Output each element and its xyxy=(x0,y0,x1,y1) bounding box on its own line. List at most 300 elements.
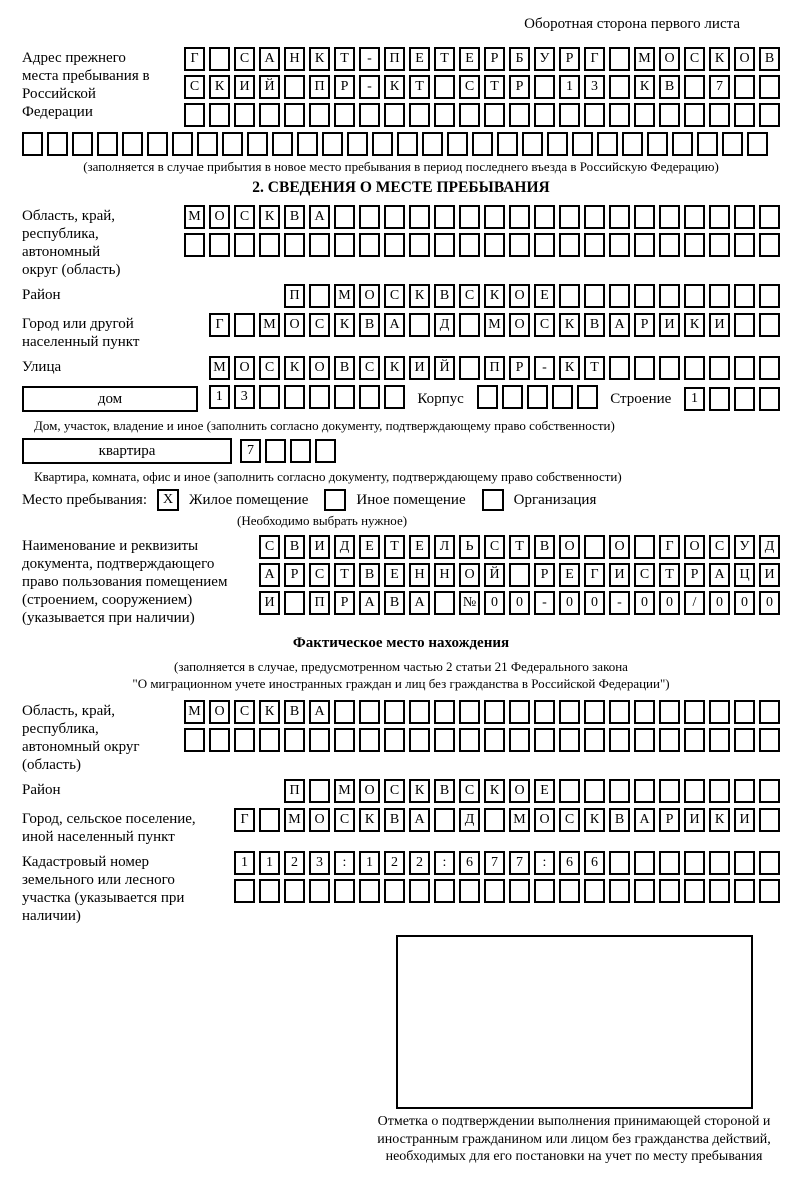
char-cell[interactable]: С xyxy=(234,700,255,724)
char-cell[interactable] xyxy=(359,879,380,903)
char-cell[interactable]: 6 xyxy=(559,851,580,875)
char-cell[interactable] xyxy=(597,132,618,156)
char-cell[interactable]: Т xyxy=(334,47,355,71)
char-cell[interactable]: О xyxy=(609,535,630,559)
char-cell[interactable] xyxy=(247,132,268,156)
char-cell[interactable]: К xyxy=(209,75,230,99)
char-cell[interactable] xyxy=(759,700,780,724)
char-cell[interactable] xyxy=(359,728,380,752)
char-cell[interactable]: Т xyxy=(659,563,680,587)
char-cell[interactable]: - xyxy=(534,591,555,615)
char-cell[interactable]: К xyxy=(584,808,605,832)
char-cell[interactable] xyxy=(384,385,405,409)
char-cell[interactable]: К xyxy=(709,808,730,832)
char-cell[interactable] xyxy=(634,535,655,559)
char-cell[interactable]: С xyxy=(234,205,255,229)
char-cell[interactable] xyxy=(222,132,243,156)
char-cell[interactable] xyxy=(447,132,468,156)
char-cell[interactable] xyxy=(384,233,405,257)
char-cell[interactable]: К xyxy=(559,313,580,337)
char-cell[interactable]: : xyxy=(434,851,455,875)
char-cell[interactable] xyxy=(459,313,480,337)
char-cell[interactable] xyxy=(209,103,230,127)
char-cell[interactable]: Е xyxy=(409,535,430,559)
char-cell[interactable]: Д xyxy=(459,808,480,832)
char-cell[interactable] xyxy=(234,103,255,127)
char-cell[interactable] xyxy=(697,132,718,156)
char-cell[interactable] xyxy=(284,728,305,752)
char-cell[interactable] xyxy=(559,728,580,752)
char-cell[interactable]: Р xyxy=(559,47,580,71)
char-cell[interactable] xyxy=(684,75,705,99)
char-cell[interactable]: О xyxy=(359,779,380,803)
char-cell[interactable]: М xyxy=(184,205,205,229)
char-cell[interactable]: 0 xyxy=(709,591,730,615)
char-cell[interactable] xyxy=(484,808,505,832)
char-cell[interactable]: О xyxy=(509,313,530,337)
char-cell[interactable]: О xyxy=(734,47,755,71)
char-cell[interactable]: С xyxy=(309,313,330,337)
char-cell[interactable]: С xyxy=(384,779,405,803)
char-cell[interactable]: В xyxy=(434,779,455,803)
char-cell[interactable]: Т xyxy=(409,75,430,99)
char-cell[interactable]: 0 xyxy=(584,591,605,615)
char-cell[interactable]: К xyxy=(359,808,380,832)
char-cell[interactable]: 1 xyxy=(359,851,380,875)
char-cell[interactable] xyxy=(209,233,230,257)
char-cell[interactable]: А xyxy=(634,808,655,832)
char-cell[interactable] xyxy=(609,284,630,308)
char-cell[interactable] xyxy=(359,233,380,257)
char-cell[interactable] xyxy=(684,700,705,724)
char-cell[interactable] xyxy=(634,851,655,875)
char-cell[interactable]: О xyxy=(534,808,555,832)
char-cell[interactable]: М xyxy=(634,47,655,71)
char-cell[interactable] xyxy=(509,205,530,229)
char-cell[interactable]: И xyxy=(309,535,330,559)
char-cell[interactable] xyxy=(347,132,368,156)
char-cell[interactable]: К xyxy=(559,356,580,380)
char-cell[interactable] xyxy=(734,284,755,308)
char-cell[interactable]: А xyxy=(384,313,405,337)
char-cell[interactable]: И xyxy=(759,563,780,587)
char-cell[interactable]: В xyxy=(609,808,630,832)
char-cell[interactable] xyxy=(684,103,705,127)
char-cell[interactable] xyxy=(284,75,305,99)
char-cell[interactable]: О xyxy=(209,700,230,724)
char-cell[interactable] xyxy=(722,132,743,156)
char-cell[interactable]: О xyxy=(359,284,380,308)
char-cell[interactable] xyxy=(284,233,305,257)
char-cell[interactable] xyxy=(459,700,480,724)
char-cell[interactable] xyxy=(684,851,705,875)
char-cell[interactable]: К xyxy=(684,313,705,337)
char-cell[interactable] xyxy=(634,779,655,803)
char-cell[interactable]: И xyxy=(409,356,430,380)
char-cell[interactable]: Р xyxy=(509,356,530,380)
char-cell[interactable]: С xyxy=(459,75,480,99)
char-cell[interactable]: И xyxy=(609,563,630,587)
char-cell[interactable] xyxy=(509,563,530,587)
char-cell[interactable] xyxy=(72,132,93,156)
char-cell[interactable] xyxy=(709,233,730,257)
char-cell[interactable]: Е xyxy=(534,779,555,803)
char-cell[interactable]: И xyxy=(684,808,705,832)
char-cell[interactable] xyxy=(384,103,405,127)
char-cell[interactable] xyxy=(309,103,330,127)
char-cell[interactable] xyxy=(609,700,630,724)
char-cell[interactable] xyxy=(472,132,493,156)
char-cell[interactable]: Е xyxy=(534,284,555,308)
char-cell[interactable]: К xyxy=(259,205,280,229)
char-cell[interactable] xyxy=(334,233,355,257)
char-cell[interactable] xyxy=(509,233,530,257)
char-cell[interactable] xyxy=(522,132,543,156)
char-cell[interactable] xyxy=(609,205,630,229)
char-cell[interactable] xyxy=(759,728,780,752)
char-cell[interactable] xyxy=(290,439,311,463)
char-cell[interactable] xyxy=(709,205,730,229)
char-cell[interactable]: А xyxy=(309,700,330,724)
char-cell[interactable]: А xyxy=(359,591,380,615)
char-cell[interactable] xyxy=(559,233,580,257)
char-cell[interactable]: Г xyxy=(234,808,255,832)
char-cell[interactable] xyxy=(484,728,505,752)
char-cell[interactable]: В xyxy=(659,75,680,99)
char-cell[interactable] xyxy=(559,103,580,127)
char-cell[interactable] xyxy=(709,387,730,411)
char-cell[interactable] xyxy=(709,700,730,724)
char-cell[interactable]: У xyxy=(534,47,555,71)
char-cell[interactable] xyxy=(209,728,230,752)
char-cell[interactable] xyxy=(659,700,680,724)
char-cell[interactable]: С xyxy=(259,535,280,559)
char-cell[interactable]: 7 xyxy=(709,75,730,99)
char-cell[interactable]: Г xyxy=(584,47,605,71)
char-cell[interactable] xyxy=(409,700,430,724)
char-cell[interactable]: И xyxy=(234,75,255,99)
char-cell[interactable] xyxy=(584,879,605,903)
char-cell[interactable] xyxy=(584,205,605,229)
char-cell[interactable] xyxy=(259,808,280,832)
char-cell[interactable] xyxy=(609,47,630,71)
char-cell[interactable] xyxy=(509,728,530,752)
char-cell[interactable] xyxy=(259,103,280,127)
char-cell[interactable] xyxy=(759,356,780,380)
stay-option-other[interactable] xyxy=(314,489,465,511)
char-cell[interactable]: М xyxy=(334,779,355,803)
char-cell[interactable] xyxy=(659,356,680,380)
char-cell[interactable] xyxy=(434,103,455,127)
char-cell[interactable]: Р xyxy=(534,563,555,587)
char-cell[interactable]: В xyxy=(359,313,380,337)
char-cell[interactable] xyxy=(184,233,205,257)
char-cell[interactable] xyxy=(315,439,336,463)
char-cell[interactable] xyxy=(184,103,205,127)
char-cell[interactable] xyxy=(22,132,43,156)
char-cell[interactable]: С xyxy=(234,47,255,71)
char-cell[interactable] xyxy=(759,808,780,832)
char-cell[interactable] xyxy=(734,387,755,411)
char-cell[interactable]: О xyxy=(684,535,705,559)
char-cell[interactable] xyxy=(309,728,330,752)
char-cell[interactable] xyxy=(234,313,255,337)
char-cell[interactable]: В xyxy=(284,205,305,229)
char-cell[interactable] xyxy=(684,728,705,752)
char-cell[interactable] xyxy=(734,728,755,752)
char-cell[interactable] xyxy=(684,205,705,229)
char-cell[interactable] xyxy=(672,132,693,156)
char-cell[interactable]: К xyxy=(709,47,730,71)
char-cell[interactable]: О xyxy=(659,47,680,71)
char-cell[interactable] xyxy=(684,356,705,380)
char-cell[interactable] xyxy=(409,728,430,752)
char-cell[interactable] xyxy=(484,879,505,903)
other-premises-checkbox[interactable] xyxy=(324,489,346,511)
char-cell[interactable] xyxy=(484,700,505,724)
char-cell[interactable] xyxy=(634,700,655,724)
char-cell[interactable]: 7 xyxy=(484,851,505,875)
char-cell[interactable] xyxy=(734,205,755,229)
char-cell[interactable] xyxy=(509,700,530,724)
char-cell[interactable] xyxy=(459,205,480,229)
char-cell[interactable] xyxy=(584,103,605,127)
char-cell[interactable] xyxy=(284,879,305,903)
char-cell[interactable]: - xyxy=(359,47,380,71)
char-cell[interactable]: Т xyxy=(434,47,455,71)
char-cell[interactable]: Ь xyxy=(459,535,480,559)
char-cell[interactable] xyxy=(584,535,605,559)
char-cell[interactable] xyxy=(559,205,580,229)
char-cell[interactable]: 0 xyxy=(759,591,780,615)
char-cell[interactable]: Е xyxy=(459,47,480,71)
char-cell[interactable]: О xyxy=(559,535,580,559)
char-cell[interactable] xyxy=(184,728,205,752)
char-cell[interactable]: Й xyxy=(259,75,280,99)
char-cell[interactable]: 0 xyxy=(484,591,505,615)
char-cell[interactable] xyxy=(559,700,580,724)
char-cell[interactable] xyxy=(659,728,680,752)
char-cell[interactable] xyxy=(309,385,330,409)
char-cell[interactable] xyxy=(384,728,405,752)
char-cell[interactable] xyxy=(709,879,730,903)
char-cell[interactable]: В xyxy=(759,47,780,71)
char-cell[interactable] xyxy=(734,103,755,127)
char-cell[interactable]: Й xyxy=(484,563,505,587)
char-cell[interactable] xyxy=(534,75,555,99)
char-cell[interactable] xyxy=(577,385,598,409)
char-cell[interactable] xyxy=(309,879,330,903)
char-cell[interactable]: С xyxy=(534,313,555,337)
char-cell[interactable]: № xyxy=(459,591,480,615)
char-cell[interactable] xyxy=(534,879,555,903)
char-cell[interactable]: И xyxy=(734,808,755,832)
char-cell[interactable] xyxy=(734,233,755,257)
char-cell[interactable]: В xyxy=(284,535,305,559)
char-cell[interactable]: 0 xyxy=(659,591,680,615)
char-cell[interactable]: К xyxy=(484,284,505,308)
char-cell[interactable] xyxy=(265,439,286,463)
char-cell[interactable] xyxy=(759,233,780,257)
char-cell[interactable]: С xyxy=(309,563,330,587)
char-cell[interactable] xyxy=(634,205,655,229)
char-cell[interactable]: А xyxy=(409,591,430,615)
char-cell[interactable] xyxy=(334,879,355,903)
char-cell[interactable] xyxy=(709,103,730,127)
char-cell[interactable] xyxy=(234,233,255,257)
char-cell[interactable]: Т xyxy=(509,535,530,559)
char-cell[interactable] xyxy=(759,879,780,903)
stay-option-organization[interactable] xyxy=(472,489,597,511)
char-cell[interactable] xyxy=(259,879,280,903)
char-cell[interactable] xyxy=(759,205,780,229)
char-cell[interactable]: К xyxy=(484,779,505,803)
char-cell[interactable] xyxy=(709,284,730,308)
char-cell[interactable]: К xyxy=(409,779,430,803)
char-cell[interactable] xyxy=(584,700,605,724)
char-cell[interactable]: 6 xyxy=(459,851,480,875)
char-cell[interactable]: А xyxy=(259,563,280,587)
char-cell[interactable] xyxy=(272,132,293,156)
char-cell[interactable] xyxy=(609,879,630,903)
char-cell[interactable] xyxy=(122,132,143,156)
char-cell[interactable]: Н xyxy=(409,563,430,587)
char-cell[interactable] xyxy=(477,385,498,409)
char-cell[interactable]: 1 xyxy=(259,851,280,875)
char-cell[interactable] xyxy=(384,205,405,229)
char-cell[interactable]: Г xyxy=(209,313,230,337)
char-cell[interactable] xyxy=(534,205,555,229)
char-cell[interactable] xyxy=(434,75,455,99)
char-cell[interactable] xyxy=(609,233,630,257)
char-cell[interactable]: Е xyxy=(409,47,430,71)
char-cell[interactable] xyxy=(659,851,680,875)
char-cell[interactable]: Р xyxy=(334,75,355,99)
char-cell[interactable] xyxy=(609,75,630,99)
char-cell[interactable] xyxy=(459,728,480,752)
char-cell[interactable]: 1 xyxy=(559,75,580,99)
char-cell[interactable]: / xyxy=(684,591,705,615)
char-cell[interactable] xyxy=(709,728,730,752)
char-cell[interactable] xyxy=(259,385,280,409)
char-cell[interactable]: Е xyxy=(384,563,405,587)
char-cell[interactable]: У xyxy=(734,535,755,559)
char-cell[interactable]: 2 xyxy=(409,851,430,875)
char-cell[interactable] xyxy=(609,851,630,875)
char-cell[interactable] xyxy=(172,132,193,156)
char-cell[interactable] xyxy=(759,75,780,99)
char-cell[interactable] xyxy=(372,132,393,156)
char-cell[interactable] xyxy=(484,233,505,257)
char-cell[interactable] xyxy=(659,779,680,803)
char-cell[interactable] xyxy=(734,700,755,724)
char-cell[interactable] xyxy=(759,387,780,411)
char-cell[interactable]: С xyxy=(709,535,730,559)
char-cell[interactable] xyxy=(684,879,705,903)
char-cell[interactable]: О xyxy=(234,356,255,380)
char-cell[interactable]: 3 xyxy=(309,851,330,875)
char-cell[interactable]: И xyxy=(659,313,680,337)
char-cell[interactable]: К xyxy=(634,75,655,99)
char-cell[interactable]: Н xyxy=(284,47,305,71)
char-cell[interactable]: 1 xyxy=(684,387,705,411)
char-cell[interactable] xyxy=(147,132,168,156)
char-cell[interactable]: С xyxy=(634,563,655,587)
char-cell[interactable]: А xyxy=(259,47,280,71)
char-cell[interactable]: - xyxy=(359,75,380,99)
char-cell[interactable]: Д xyxy=(334,535,355,559)
char-cell[interactable] xyxy=(409,879,430,903)
char-cell[interactable]: Т xyxy=(384,535,405,559)
char-cell[interactable]: П xyxy=(309,591,330,615)
char-cell[interactable]: Р xyxy=(334,591,355,615)
char-cell[interactable]: - xyxy=(609,591,630,615)
char-cell[interactable] xyxy=(509,103,530,127)
char-cell[interactable] xyxy=(734,851,755,875)
char-cell[interactable]: 3 xyxy=(584,75,605,99)
char-cell[interactable]: Т xyxy=(334,563,355,587)
char-cell[interactable] xyxy=(609,779,630,803)
char-cell[interactable]: Р xyxy=(684,563,705,587)
char-cell[interactable]: П xyxy=(384,47,405,71)
char-cell[interactable] xyxy=(534,103,555,127)
char-cell[interactable] xyxy=(634,879,655,903)
char-cell[interactable] xyxy=(434,205,455,229)
char-cell[interactable] xyxy=(97,132,118,156)
char-cell[interactable] xyxy=(309,779,330,803)
char-cell[interactable]: В xyxy=(534,535,555,559)
char-cell[interactable] xyxy=(459,233,480,257)
char-cell[interactable] xyxy=(322,132,343,156)
char-cell[interactable] xyxy=(584,728,605,752)
char-cell[interactable] xyxy=(309,284,330,308)
char-cell[interactable]: Д xyxy=(434,313,455,337)
char-cell[interactable] xyxy=(47,132,68,156)
char-cell[interactable] xyxy=(484,103,505,127)
stay-option-residential[interactable] xyxy=(147,489,308,511)
char-cell[interactable]: К xyxy=(284,356,305,380)
char-cell[interactable]: С xyxy=(559,808,580,832)
char-cell[interactable]: Е xyxy=(359,535,380,559)
char-cell[interactable] xyxy=(527,385,548,409)
char-cell[interactable] xyxy=(534,700,555,724)
char-cell[interactable] xyxy=(622,132,643,156)
char-cell[interactable]: 1 xyxy=(234,851,255,875)
char-cell[interactable]: А xyxy=(709,563,730,587)
char-cell[interactable]: П xyxy=(484,356,505,380)
char-cell[interactable]: С xyxy=(384,284,405,308)
char-cell[interactable] xyxy=(359,385,380,409)
char-cell[interactable]: Г xyxy=(184,47,205,71)
char-cell[interactable]: А xyxy=(409,808,430,832)
char-cell[interactable]: П xyxy=(284,779,305,803)
char-cell[interactable]: К xyxy=(259,700,280,724)
char-cell[interactable] xyxy=(409,205,430,229)
char-cell[interactable]: А xyxy=(609,313,630,337)
char-cell[interactable]: Р xyxy=(509,75,530,99)
char-cell[interactable] xyxy=(759,284,780,308)
char-cell[interactable] xyxy=(684,779,705,803)
char-cell[interactable]: Р xyxy=(284,563,305,587)
char-cell[interactable] xyxy=(359,205,380,229)
char-cell[interactable] xyxy=(609,728,630,752)
char-cell[interactable] xyxy=(409,233,430,257)
char-cell[interactable] xyxy=(384,700,405,724)
char-cell[interactable] xyxy=(759,779,780,803)
char-cell[interactable] xyxy=(509,879,530,903)
char-cell[interactable]: Т xyxy=(484,75,505,99)
char-cell[interactable] xyxy=(259,233,280,257)
